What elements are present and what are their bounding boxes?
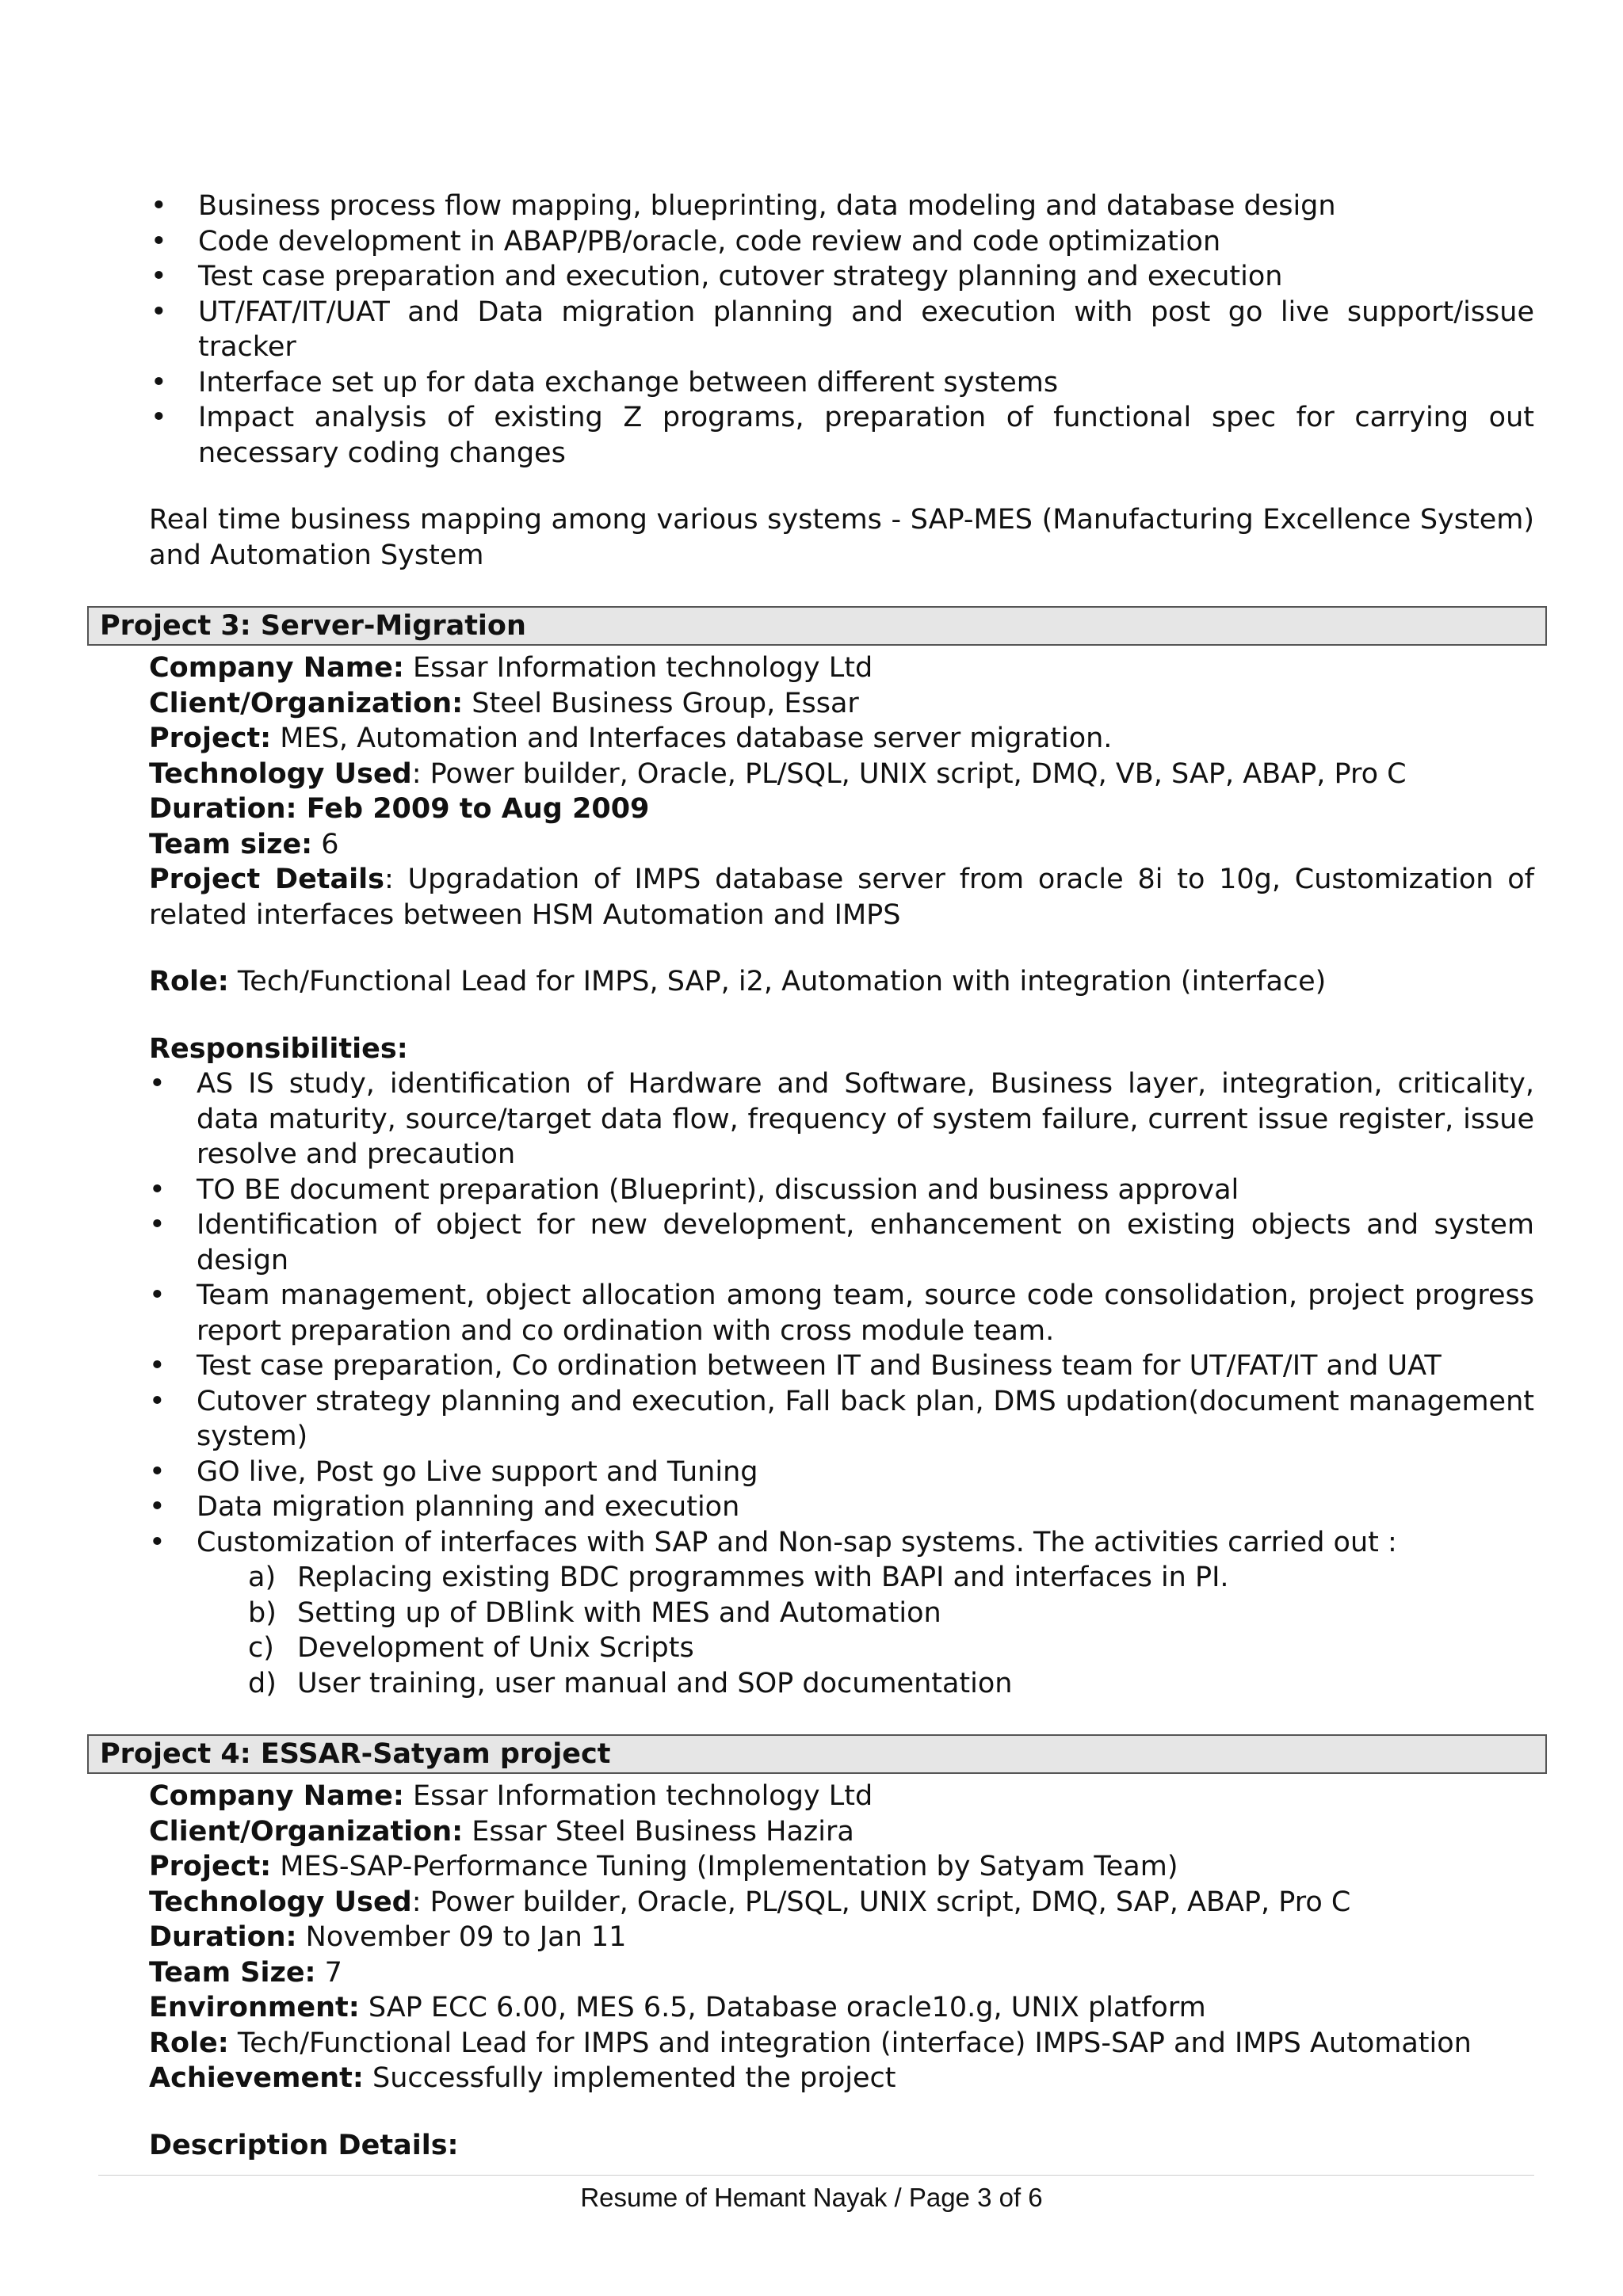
field-label: Project Details — [149, 864, 384, 895]
list-item-text: Replacing existing BDC programmes with BAPI and interfaces in PI. — [297, 1562, 1229, 1593]
list-item: • Code development in ABAP/PB/oracle, code review and code optimization — [149, 224, 1534, 260]
list-item: • Cutover strategy planning and execution, Fall back plan, DMS updation(document management system) — [147, 1384, 1534, 1455]
company-name-field — [149, 650, 1534, 686]
project-details-field — [149, 862, 1534, 933]
role-field — [149, 964, 1534, 1000]
list-marker: b) — [248, 1596, 277, 1629]
list-item — [248, 1630, 1534, 1666]
list-item: • Business process flow mapping, blueprinting, data modeling and database design — [149, 189, 1534, 224]
list-item: • Interface set up for data exchange between different systems — [149, 365, 1534, 401]
field-label: Role: — [149, 2027, 229, 2059]
field-label: Project: — [149, 1851, 272, 1882]
list-marker: a) — [248, 1562, 277, 1593]
field-value: Tech/Functional Lead for IMPS and integration (interface) IMPS-SAP and IMPS Automation — [228, 2027, 1472, 2059]
list-item: • Test case preparation, Co ordination between IT and Business team for UT/FAT/IT and UAT — [147, 1348, 1534, 1384]
description-heading — [149, 2128, 1534, 2164]
field-value: 7 — [315, 1956, 342, 1989]
field-value: : Upgradation of IMPS database server from oracle 8i to 10g, Customization of related interfaces between HSM Automation and IMPS — [149, 864, 1534, 931]
field-value: Steel Business Group, Essar — [463, 687, 859, 719]
list-item-text: Setting up of DBlink with MES and Automation — [297, 1596, 941, 1629]
list-item — [248, 1596, 1534, 1631]
field-label: Company Name: — [149, 652, 404, 684]
team-size-field — [149, 1955, 1534, 1991]
technology-field — [149, 757, 1534, 792]
project-field — [149, 1849, 1534, 1885]
project-field — [149, 721, 1534, 757]
company-name-field — [149, 1779, 1534, 1814]
list-item-text: Development of Unix Scripts — [297, 1632, 694, 1664]
field-label: Role: — [149, 966, 229, 997]
project-3-header: Project 3: Server-Migration — [87, 606, 1547, 646]
field-value: Essar Information technology Ltd — [403, 1780, 873, 1812]
list-item: • TO BE document preparation (Blueprint), discussion and business approval — [147, 1173, 1534, 1208]
field-label: Duration: Feb 2009 to Aug 2009 — [149, 793, 650, 825]
field-value: MES-SAP-Performance Tuning (Implementation by Satyam Team) — [271, 1851, 1178, 1882]
field-value: Tech/Functional Lead for IMPS, SAP, i2, Automation with integration (interface) — [228, 966, 1327, 997]
list-item: • Impact analysis of existing Z programs, preparation of functional spec for carrying out necessary coding changes — [149, 400, 1534, 471]
list-marker: c) — [248, 1632, 274, 1664]
field-value: : Power builder, Oracle, PL/SQL, UNIX script, DMQ, SAP, ABAP, Pro C — [411, 1886, 1351, 1918]
field-label: Company Name: — [149, 1780, 404, 1812]
field-value: 6 — [312, 828, 339, 860]
responsibilities-heading — [149, 1032, 1534, 1067]
footer-divider — [98, 2175, 1534, 2176]
field-value: : Power builder, Oracle, PL/SQL, UNIX script, DMQ, VB, SAP, ABAP, Pro C — [411, 757, 1407, 790]
list-item-text: User training, user manual and SOP documentation — [297, 1667, 1013, 1699]
field-value: MES, Automation and Interfaces database server migration. — [271, 723, 1113, 754]
list-item: • Identification of object for new development, enhancement on existing objects and system design — [147, 1207, 1534, 1278]
field-value: Essar Information technology Ltd — [403, 652, 873, 684]
environment-field — [149, 1990, 1534, 2026]
field-label: Team Size: — [149, 1956, 316, 1989]
role-field — [149, 2026, 1534, 2061]
team-size-field — [149, 827, 1534, 863]
field-label: Technology Used — [149, 757, 412, 790]
field-value: Successfully implemented the project — [363, 2062, 896, 2094]
client-field — [149, 686, 1534, 722]
client-field — [149, 1814, 1534, 1850]
achievement-field — [149, 2061, 1534, 2096]
page-content — [100, 189, 1534, 2163]
duration-field — [149, 791, 1534, 827]
list-marker: d) — [248, 1667, 277, 1699]
project-4-header: Project 4: ESSAR-Satyam project — [87, 1734, 1547, 1774]
activities-list — [149, 1560, 1534, 1701]
field-label: Duration: — [149, 1921, 297, 1953]
field-value: SAP ECC 6.00, MES 6.5, Database oracle10.g, UNIX platform — [359, 1992, 1206, 2023]
field-label: Achievement: — [149, 2062, 364, 2094]
field-label: Environment: — [149, 1992, 360, 2023]
list-item: • Team management, object allocation among team, source code consolidation, project progress report preparation and co ordination with cross module team. — [147, 1278, 1534, 1348]
field-label: Client/Organization: — [149, 687, 464, 719]
list-item: • Customization of interfaces with SAP and Non-sap systems. The activities carried out : — [147, 1525, 1534, 1561]
list-item — [248, 1560, 1534, 1596]
field-value: Essar Steel Business Hazira — [463, 1815, 854, 1848]
top-bullet-list — [149, 189, 1534, 471]
list-item: • Test case preparation and execution, cutover strategy planning and execution — [149, 259, 1534, 295]
list-item: • Data migration planning and execution — [147, 1489, 1534, 1525]
field-label: Team size: — [149, 828, 313, 860]
field-label: Technology Used — [149, 1886, 412, 1918]
page-footer: Resume of Hemant Nayak / Page 3 of 6 — [580, 2183, 1043, 2212]
responsibilities-list — [147, 1066, 1534, 1560]
duration-field — [149, 1920, 1534, 1955]
field-label: Project: — [149, 723, 272, 754]
field-label: Responsibilities: — [149, 1032, 408, 1065]
list-item: • AS IS study, identification of Hardware and Software, Business layer, integration, criticality, data maturity, source/target data flow, frequency of system failure, current issue register, issue resolve and precaution — [147, 1066, 1534, 1173]
field-label: Description Details: — [149, 2129, 459, 2161]
list-item: • GO live, Post go Live support and Tuning — [147, 1455, 1534, 1490]
summary-paragraph: Real time business mapping among various systems - SAP-MES (Manufacturing Excellence System) and Automation System — [149, 504, 1534, 571]
list-item — [248, 1666, 1534, 1702]
technology-field — [149, 1885, 1534, 1920]
field-value: November 09 to Jan 11 — [296, 1921, 627, 1953]
field-label: Client/Organization: — [149, 1815, 464, 1848]
list-item: • UT/FAT/IT/UAT and Data migration planning and execution with post go live support/issue tracker — [149, 295, 1534, 365]
